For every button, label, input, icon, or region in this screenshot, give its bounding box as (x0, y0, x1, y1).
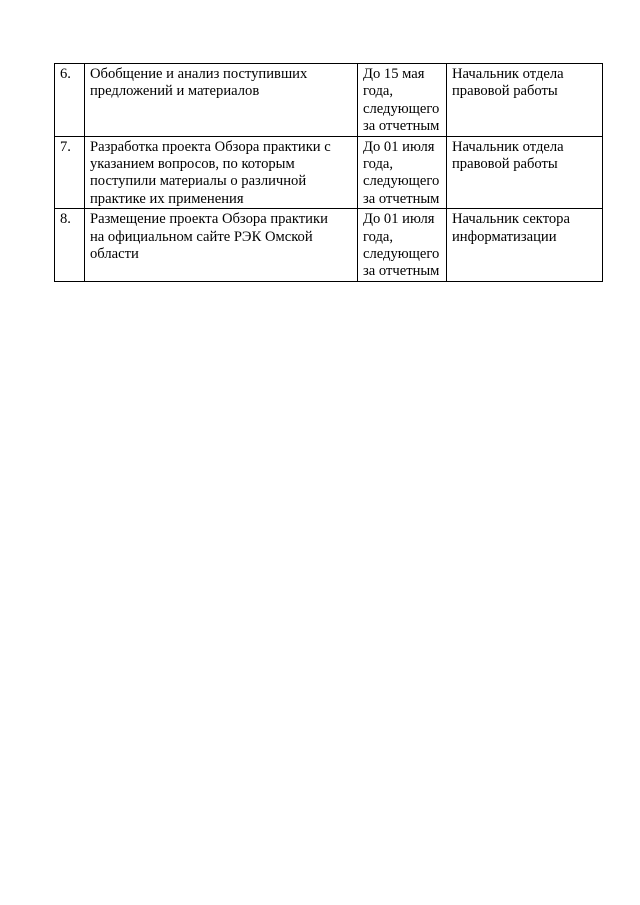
responsible-cell (447, 64, 603, 137)
row-number-cell (55, 64, 85, 137)
deadline-text: До 01 июля года, следующего за отчетным (363, 138, 440, 207)
deadline-cell (358, 136, 447, 209)
plan-table (54, 63, 603, 282)
table-row (55, 64, 603, 137)
table-row (55, 136, 603, 209)
deadline-text: До 15 мая года, следующего за отчетным (363, 66, 440, 135)
task-text: Разработка проекта Обзора практики с указанием вопросов, по которым поступили материалы о различной практике их применения (90, 138, 331, 207)
task-cell (85, 64, 358, 137)
deadline-cell (358, 209, 447, 282)
row-number: 6. (60, 66, 71, 82)
responsible-cell (447, 209, 603, 282)
row-number-cell (55, 209, 85, 282)
task-text: Размещение проекта Обзора практики на официальном сайте РЭК Омской области (90, 211, 328, 263)
row-number-cell (55, 136, 85, 209)
row-number: 7. (60, 138, 71, 155)
task-cell (85, 209, 358, 282)
responsible-text: Начальник отдела правовой работы (452, 66, 564, 100)
row-number: 8. (60, 211, 71, 228)
table-row (55, 209, 603, 282)
deadline-cell (358, 64, 447, 137)
task-cell (85, 136, 358, 209)
responsible-text: Начальник отдела правовой работы (452, 138, 564, 173)
responsible-text: Начальник сектора информатизации (452, 211, 570, 245)
deadline-text: До 01 июля года, следующего за отчетным (363, 211, 440, 280)
responsible-cell (447, 136, 603, 209)
task-text: Обобщение и анализ поступивших предложений и материалов (90, 66, 308, 100)
